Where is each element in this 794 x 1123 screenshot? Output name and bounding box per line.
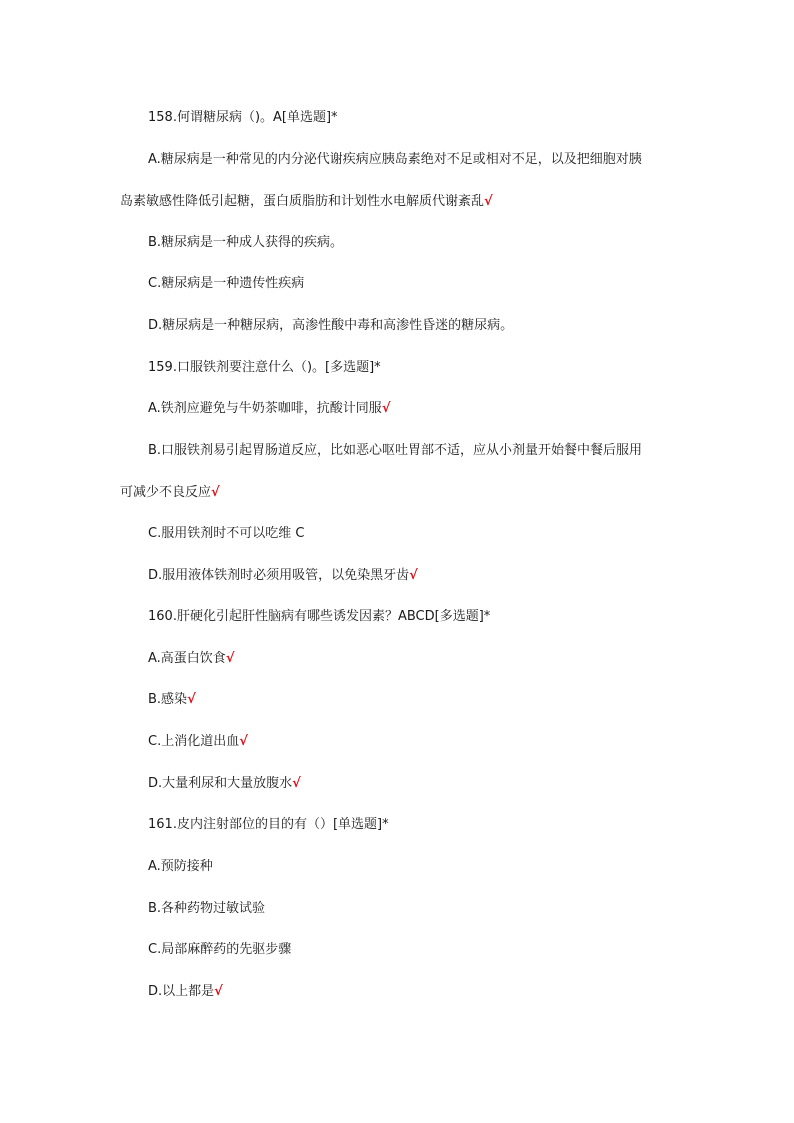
line-text: C.服用铁剂时不可以吃维 C: [148, 526, 305, 541]
line-text: A.铁剂应避免与牛奶茶咖啡，抗酸计同服: [148, 401, 382, 416]
line-text: B.糖尿病是一种成人获得的疾病。: [148, 235, 344, 250]
line-text: 160.肝硬化引起肝性脑病有哪些诱发因素？ABCD[多选题]*: [148, 609, 491, 624]
line-text: D.以上都是: [148, 984, 215, 999]
line-text: B.各种药物过敏试验: [148, 901, 266, 916]
question-159-title: [148, 359, 381, 377]
line-text: B.感染: [148, 692, 188, 707]
checkmark-icon: √: [214, 984, 223, 999]
line-text: 161.皮内注射部位的目的有（）[单选题]*: [148, 817, 389, 832]
checkmark-icon: √: [409, 568, 418, 583]
line-text: A.高蛋白饮食: [148, 651, 226, 666]
line-text: 可减少不良反应: [120, 485, 212, 500]
line-text: B.口服铁剂易引起胃肠道反应，比如恶心呕吐胃部不适，应从小剂量开始餐中餐后服用: [148, 443, 643, 458]
line-text: D.服用液体铁剂时必须用吸管，以免染黑牙齿: [148, 568, 410, 583]
checkmark-icon: √: [187, 692, 196, 707]
line-text: A.糖尿病是一种常见的内分泌代谢疾病应胰岛素绝对不足或相对不足，以及把细胞对胰: [148, 152, 642, 167]
question-159-option-b: [148, 442, 642, 460]
line-text: A.预防接种: [148, 859, 213, 874]
question-160-option-d: [148, 775, 301, 793]
line-text: 158.何谓糖尿病（)。A[单选题]*: [148, 110, 338, 125]
checkmark-icon: √: [484, 194, 493, 209]
question-158-option-a-continued: [120, 193, 493, 211]
question-160-title: [148, 608, 490, 626]
question-161-option-c: [148, 941, 291, 959]
line-text: C.上消化道出血: [148, 734, 240, 749]
question-160-option-b: [148, 691, 196, 709]
question-161-title: [148, 816, 389, 834]
question-158-option-c: [148, 275, 304, 293]
checkmark-icon: √: [225, 651, 235, 666]
question-159-option-d: [148, 567, 418, 585]
question-158-title: [148, 109, 338, 127]
question-158-option-d: [148, 317, 513, 335]
question-161-option-d: [148, 983, 223, 1001]
question-159-option-a: [148, 400, 390, 418]
question-158-option-a: [148, 151, 642, 169]
question-160-option-a: [148, 650, 234, 668]
line-text: C.局部麻醉药的先驱步骤: [148, 942, 292, 957]
checkmark-icon: √: [239, 734, 248, 749]
checkmark-icon: √: [211, 485, 220, 500]
line-text: 159.口服铁剂要注意什么（)。[多选题]*: [148, 360, 381, 375]
question-159-option-c: [148, 525, 304, 543]
question-161-option-b: [148, 900, 265, 918]
line-text: D.糖尿病是一种糖尿病，高渗性酸中毒和高渗性昏迷的糖尿病。: [148, 318, 514, 333]
checkmark-icon: √: [381, 401, 391, 416]
question-158-option-b: [148, 234, 343, 252]
line-text: C.糖尿病是一种遗传性疾病: [148, 276, 305, 291]
question-161-option-a: [148, 858, 213, 876]
checkmark-icon: √: [292, 776, 301, 791]
question-160-option-c: [148, 733, 248, 751]
line-text: D.大量利尿和大量放腹水: [148, 776, 293, 791]
line-text: 岛素敏感性降低引起糖，蛋白质脂肪和计划性水电解质代谢紊乱: [120, 194, 485, 209]
question-159-option-b-continued: [120, 484, 220, 502]
